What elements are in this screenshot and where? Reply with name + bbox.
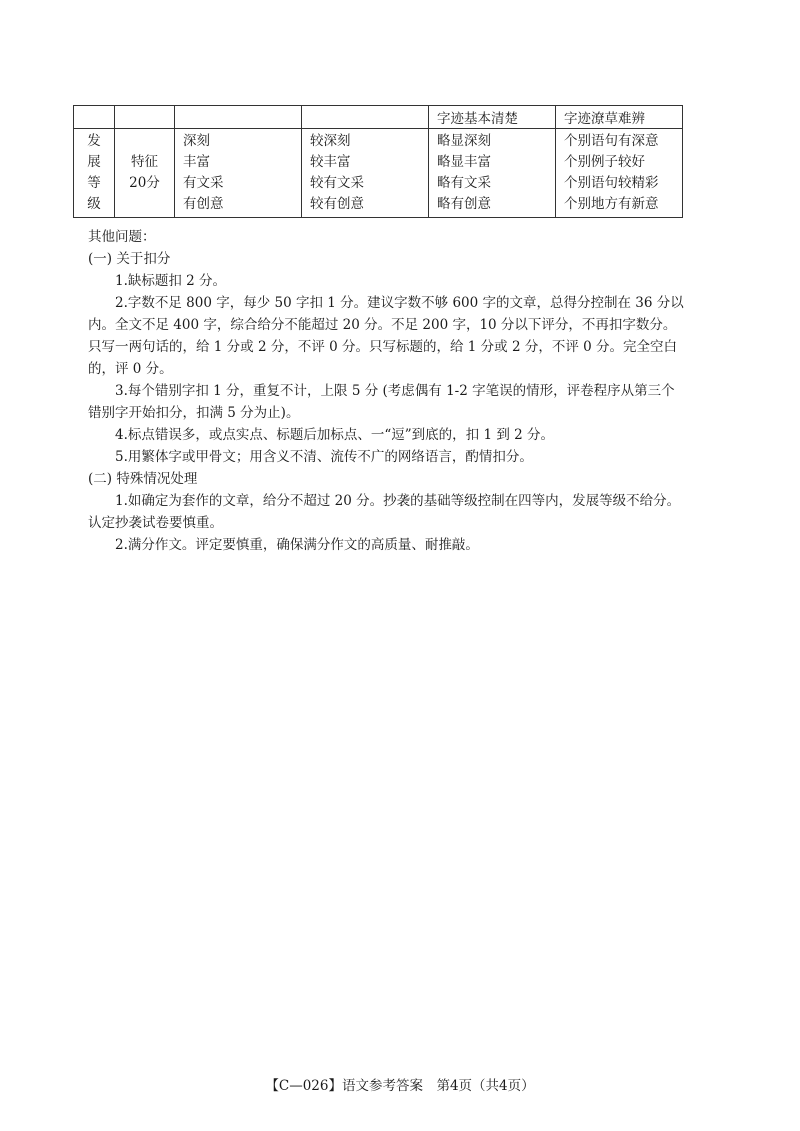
criterion-cell	[115, 129, 175, 218]
rule-item: 2.字数不足 800 字，每少 50 字扣 1 分。建议字数不够 600 字的文章，总得分控制在 36 分以内。全文不足 400 字，综合给分不能超过 20 分。不足 200 字，10 分以下评分，不再扣字数分。只写一两句话的，给 1 分或 2 分，不评 0 分。只写标题的，给 1 分或 2 分，不评 0 分。完全空白的，评 0 分。	[88, 295, 684, 377]
grade-level-3-cell	[429, 129, 556, 218]
cell-line: 个别地方有新意	[564, 196, 659, 212]
criterion-points: 20分	[129, 175, 160, 191]
grading-notes	[88, 226, 688, 556]
page-footer: 【C—026】语文参考答案 第4页（共4页）	[265, 1078, 535, 1094]
grading-table	[73, 105, 683, 218]
cell-line: 个别语句有深意	[564, 133, 659, 149]
cell-line: 略显深刻	[437, 133, 491, 149]
table-header-row	[74, 106, 683, 129]
cell-line: 略显丰富	[437, 154, 491, 170]
section-heading-deductions: (一) 关于扣分	[88, 251, 171, 267]
header-legible: 字迹基本清楚	[429, 106, 556, 129]
table-cell-empty	[74, 106, 115, 129]
rule-item: 2.满分作文。评定要慎重，确保满分作文的高质量、耐推敲。	[115, 537, 479, 553]
category-char: 展	[87, 154, 101, 170]
notes-title: 其他问题：	[88, 229, 156, 245]
category-cell	[74, 129, 115, 218]
table-row-development	[74, 129, 683, 218]
cell-line: 较有创意	[310, 196, 364, 212]
table-cell-empty	[175, 106, 302, 129]
grade-level-2-cell	[302, 129, 429, 218]
cell-line: 较丰富	[310, 154, 351, 170]
grade-level-1-cell	[175, 129, 302, 218]
criterion-name: 特征	[131, 154, 158, 170]
cell-line: 有文采	[183, 175, 224, 191]
cell-line: 丰富	[183, 154, 210, 170]
cell-line: 有创意	[183, 196, 224, 212]
rule-item: 1.如确定为套作的文章，给分不超过 20 分。抄袭的基础等级控制在四等内，发展等级不给分。认定抄袭试卷要慎重。	[88, 493, 681, 531]
cell-line: 较深刻	[310, 133, 351, 149]
cell-line: 较有文采	[310, 175, 364, 191]
cell-line: 略有创意	[437, 196, 491, 212]
rule-item: 4.标点错误多，或点实点、标题后加标点、一“逗”到底的，扣 1 到 2 分。	[115, 427, 555, 443]
rule-item: 3.每个错别字扣 1 分，重复不计，上限 5 分 (考虑偶有 1-2 字笔误的情形，评卷程序从第三个错别字开始扣分，扣满 5 分为止)。	[88, 383, 675, 421]
cell-line: 深刻	[183, 133, 210, 149]
cell-line: 个别例子较好	[564, 154, 645, 170]
category-char: 发	[87, 133, 101, 149]
grade-level-4-cell	[556, 129, 683, 218]
rule-item: 5.用繁体字或甲骨文；用含义不清、流传不广的网络语言，酌情扣分。	[115, 449, 533, 465]
header-illegible: 字迹潦草难辨	[556, 106, 683, 129]
cell-line: 个别语句较精彩	[564, 175, 659, 191]
table-cell-empty	[302, 106, 429, 129]
table-cell-empty	[115, 106, 175, 129]
category-char: 等	[87, 175, 101, 191]
cell-line: 略有文采	[437, 175, 491, 191]
category-char: 级	[87, 196, 101, 212]
rule-item: 1.缺标题扣 2 分。	[115, 273, 227, 289]
section-heading-special: (二) 特殊情况处理	[88, 471, 198, 487]
